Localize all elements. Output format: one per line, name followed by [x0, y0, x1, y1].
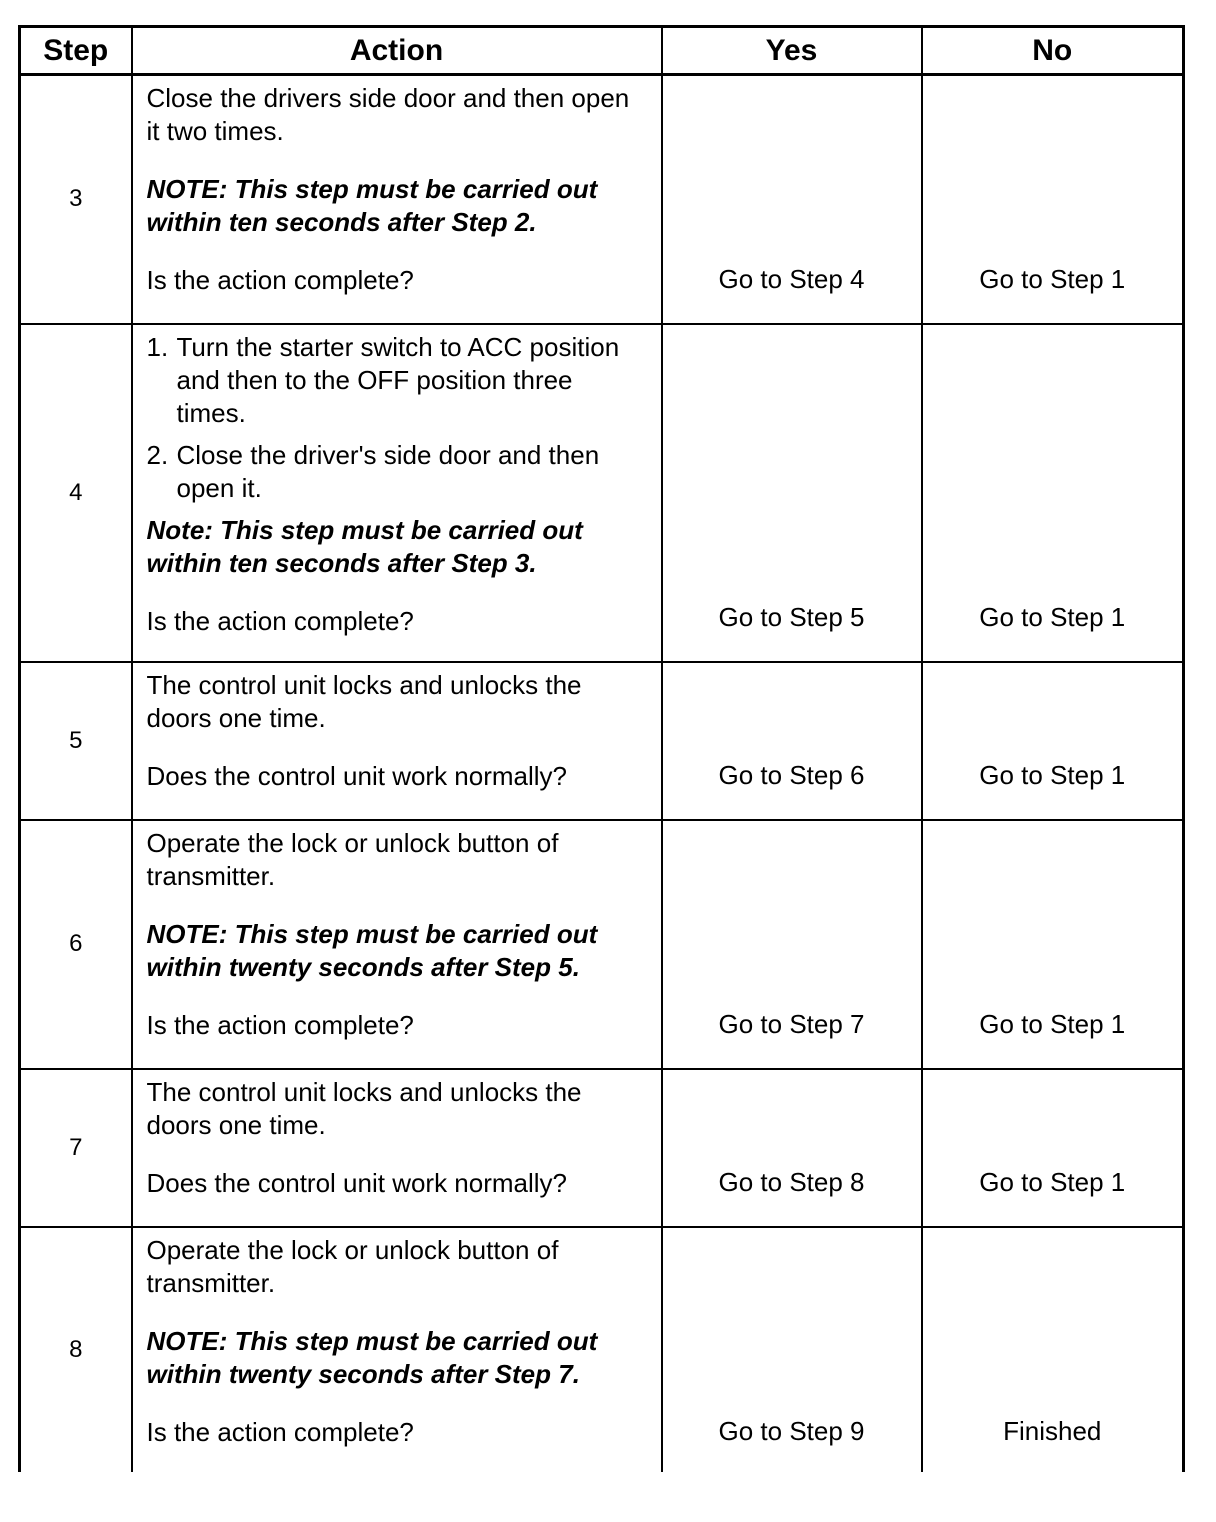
- list-item-text: Close the driver's side door and then open it.: [176, 439, 600, 503]
- table-row: [20, 662, 1184, 820]
- action-text: The control unit locks and unlocks the doors one time.: [146, 669, 582, 733]
- yes-result: Go to Step 4: [718, 263, 865, 294]
- list-item-text: Turn the starter switch to ACC position and then to the OFF position three times.: [176, 331, 620, 428]
- action-cell: [132, 820, 662, 1069]
- action-text: Operate the lock or unlock button of transmitter.: [146, 827, 559, 891]
- action-question: Does the control unit work normally?: [146, 1167, 568, 1198]
- yes-cell: [662, 1227, 922, 1472]
- action-note: NOTE: This step must be carried out within ten seconds after Step 2.: [146, 174, 598, 237]
- action-steps-list: [147, 331, 649, 505]
- list-item-number: 2.: [146, 439, 169, 470]
- header-action: Action: [132, 27, 662, 75]
- list-item: [147, 439, 649, 505]
- action-note: NOTE: This step must be carried out within twenty seconds after Step 7.: [146, 1325, 598, 1389]
- no-result: Go to Step 1: [979, 263, 1126, 294]
- action-text: Close the drivers side door and then open it two times.: [146, 83, 630, 146]
- action-cell: [132, 1227, 662, 1472]
- yes-result: Go to Step 7: [718, 1008, 865, 1039]
- action-question: Does the control unit work normally?: [146, 760, 568, 791]
- action-cell: [132, 1069, 662, 1227]
- list-item: [147, 331, 649, 430]
- action-text: Operate the lock or unlock button of transmitter.: [146, 1234, 559, 1298]
- yes-cell: [662, 324, 922, 662]
- step-number: 3: [20, 75, 132, 324]
- step-number: 8: [20, 1227, 132, 1472]
- yes-cell: [662, 662, 922, 820]
- no-cell: [922, 662, 1184, 820]
- table-row: [20, 75, 1184, 324]
- header-no: No: [922, 27, 1184, 75]
- step-number: 4: [20, 324, 132, 662]
- list-item-number: 1.: [146, 331, 169, 362]
- no-cell: [922, 324, 1184, 662]
- action-note: Note: This step must be carried out within ten seconds after Step 3.: [146, 514, 583, 578]
- action-cell: [132, 75, 662, 324]
- table-row: [20, 1069, 1184, 1227]
- action-question: Is the action complete?: [146, 1009, 414, 1040]
- action-cell: [132, 662, 662, 820]
- yes-result: Go to Step 6: [718, 759, 865, 790]
- action-text: The control unit locks and unlocks the doors one time.: [146, 1076, 582, 1140]
- yes-result: Go to Step 9: [718, 1415, 865, 1446]
- yes-result: Go to Step 5: [718, 601, 865, 632]
- action-note: NOTE: This step must be carried out within twenty seconds after Step 5.: [146, 918, 598, 982]
- action-question: Is the action complete?: [146, 1416, 414, 1447]
- yes-cell: [662, 1069, 922, 1227]
- step-number: 5: [20, 662, 132, 820]
- procedure-table-wrapper: [18, 25, 1184, 1472]
- table-row: [20, 820, 1184, 1069]
- no-cell: [922, 820, 1184, 1069]
- action-cell: [132, 324, 662, 662]
- no-result: Go to Step 1: [979, 1166, 1126, 1197]
- table-row: [20, 324, 1184, 662]
- no-cell: [922, 75, 1184, 324]
- yes-result: Go to Step 8: [718, 1166, 865, 1197]
- no-result: Finished: [1003, 1415, 1102, 1446]
- procedure-table: [18, 25, 1185, 1472]
- no-cell: [922, 1069, 1184, 1227]
- step-number: 6: [20, 820, 132, 1069]
- header-yes: Yes: [662, 27, 922, 75]
- header-row: [20, 27, 1184, 75]
- header-step: Step: [20, 27, 132, 75]
- no-cell: [922, 1227, 1184, 1472]
- action-question: Is the action complete?: [146, 605, 414, 636]
- yes-cell: [662, 820, 922, 1069]
- no-result: Go to Step 1: [979, 759, 1126, 790]
- yes-cell: [662, 75, 922, 324]
- step-number: 7: [20, 1069, 132, 1227]
- table-row: [20, 1227, 1184, 1472]
- no-result: Go to Step 1: [979, 601, 1126, 632]
- no-result: Go to Step 1: [979, 1008, 1126, 1039]
- action-question: Is the action complete?: [146, 265, 414, 295]
